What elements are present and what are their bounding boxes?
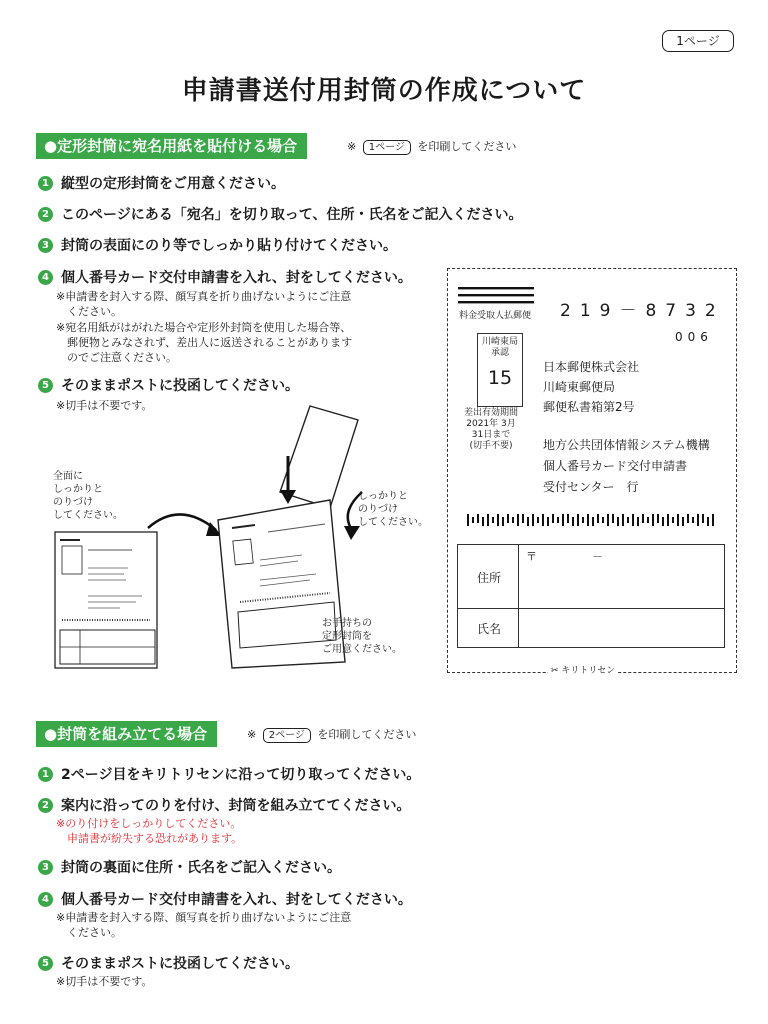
section2-step-3 xyxy=(38,857,341,877)
step4-note-photo: ※申請書を封入する際、顔写真を折り曲げないようにご注意 ください。 xyxy=(56,290,352,318)
step-number-icon: 3 xyxy=(38,860,53,875)
note-suffix: を印刷してください xyxy=(417,140,517,153)
postal-dash: － xyxy=(592,550,603,563)
postal-mark: 〒 xyxy=(526,550,537,563)
section2-step-1 xyxy=(38,764,420,784)
section1-step-1 xyxy=(38,173,285,193)
step-text: このページにある「宛名」を切り取って、住所・氏名をご記入ください。 xyxy=(61,207,523,223)
step-text: 個人番号カード交付申請書を入れ、封をしてください。 xyxy=(61,892,412,908)
section1-step-2 xyxy=(38,204,522,224)
note-suffix: を印刷してください xyxy=(317,728,417,741)
address-label: 住所 xyxy=(477,571,502,585)
own-envelope-caption: お手持ちの 定形封筒を ご用意ください。 xyxy=(322,618,402,655)
sender-form xyxy=(457,544,725,648)
section1-step-3 xyxy=(38,235,397,255)
address-line-2: 川崎東郵便局 xyxy=(543,380,616,394)
section1-step-4 xyxy=(38,267,412,287)
cut-line-label: ✂ キリトリセン xyxy=(548,663,618,676)
step-text: 縦型の定形封筒をご用意ください。 xyxy=(61,176,285,192)
name-field[interactable] xyxy=(520,611,720,645)
step-text: 案内に沿ってのりを付け、封筒を組み立ててください。 xyxy=(61,798,411,814)
customer-barcode-icon xyxy=(467,514,715,526)
address-line-1: 日本郵便株式会社 xyxy=(543,360,640,374)
office-number: 15 xyxy=(487,367,513,389)
step-text: 封筒の表面にのり等でしっかり貼り付けてください。 xyxy=(61,238,397,254)
step-text: そのままポストに投函してください。 xyxy=(61,956,299,972)
recipient-line-1: 地方公共団体情報システム機構 xyxy=(543,438,710,452)
step-text: 封筒の裏面に住所・氏名をご記入ください。 xyxy=(61,860,341,876)
postage-bars-icon xyxy=(458,287,534,307)
section2-step2-warning: ※のり付けをしっかりしてください。 申請書が紛失する恐れがあります。 xyxy=(56,817,243,845)
step-number-icon: 5 xyxy=(38,378,53,393)
section2-step-2 xyxy=(38,795,410,815)
label-sheet-small xyxy=(55,532,157,668)
postage-text: 料金受取人払郵便 xyxy=(459,311,532,321)
validity-period: 差出有効期間 2021年 3月 31日まで (切手不要) xyxy=(463,408,518,451)
step-text: そのままポストに投函してください。 xyxy=(61,378,299,394)
step-number-icon: 1 xyxy=(38,176,53,191)
office-name: 川崎東局 承認 xyxy=(481,337,518,358)
address-field[interactable] xyxy=(520,563,720,605)
step-number-icon: 4 xyxy=(38,270,53,285)
section2-print-note xyxy=(247,726,416,743)
glue-all-caption: 全面に しっかりと のりづけ してください。 xyxy=(53,471,123,521)
name-label: 氏名 xyxy=(477,622,502,636)
step-number-icon: 1 xyxy=(38,767,53,782)
page2-mini-badge: 2ページ xyxy=(263,728,311,743)
page1-mini-badge: 1ページ xyxy=(363,140,411,155)
step-number-icon: 3 xyxy=(38,238,53,253)
section2-step5-note: ※切手は不要です。 xyxy=(56,975,153,988)
step-text: 2ページ目をキリトリセンに沿って切り取ってください。 xyxy=(61,767,421,783)
note-prefix: ※ xyxy=(247,728,257,741)
step5-note: ※切手は不要です。 xyxy=(56,399,153,412)
step4-note-returned: ※宛名用紙がはがれた場合や定形外封筒を使用した場合等、 郵便物とみなされず、差出人に返送されることがあります のでご注意ください。 xyxy=(56,321,353,364)
page-title: 申請書送付用封筒の作成について xyxy=(181,76,587,106)
glue-firm-caption: しっかりと のりづけ してください。 xyxy=(358,491,428,528)
office-approval-box xyxy=(477,333,523,407)
note-prefix: ※ xyxy=(347,140,357,153)
sub-code: 006 xyxy=(675,330,713,344)
step-number-icon: 2 xyxy=(38,207,53,222)
section2-heading: ●封筒を組み立てる場合 xyxy=(36,721,217,747)
step-number-icon: 2 xyxy=(38,798,53,813)
section1-print-note xyxy=(347,138,516,155)
section2-step-4 xyxy=(38,889,412,909)
section2-step-5 xyxy=(38,953,299,973)
recipient-line-3: 受付センター 行 xyxy=(543,480,639,494)
step-number-icon: 5 xyxy=(38,956,53,971)
address-line-3: 郵便私書箱第2号 xyxy=(543,400,635,414)
recipient-line-2: 個人番号カード交付申請書 xyxy=(543,459,688,473)
step-text: 個人番号カード交付申請書を入れ、封をしてください。 xyxy=(61,270,412,286)
section1-heading: ●定形封筒に宛名用紙を貼付ける場合 xyxy=(36,133,307,159)
section1-step-5 xyxy=(38,375,299,395)
step-number-icon: 4 xyxy=(38,892,53,907)
section2-step4-note: ※申請書を封入する際、顔写真を折り曲げないようにご注意 ください。 xyxy=(56,911,352,939)
postal-code: 219－8732 xyxy=(560,301,725,321)
page-number-badge: 1ページ xyxy=(662,30,734,52)
curved-arrow-icon xyxy=(148,514,216,530)
